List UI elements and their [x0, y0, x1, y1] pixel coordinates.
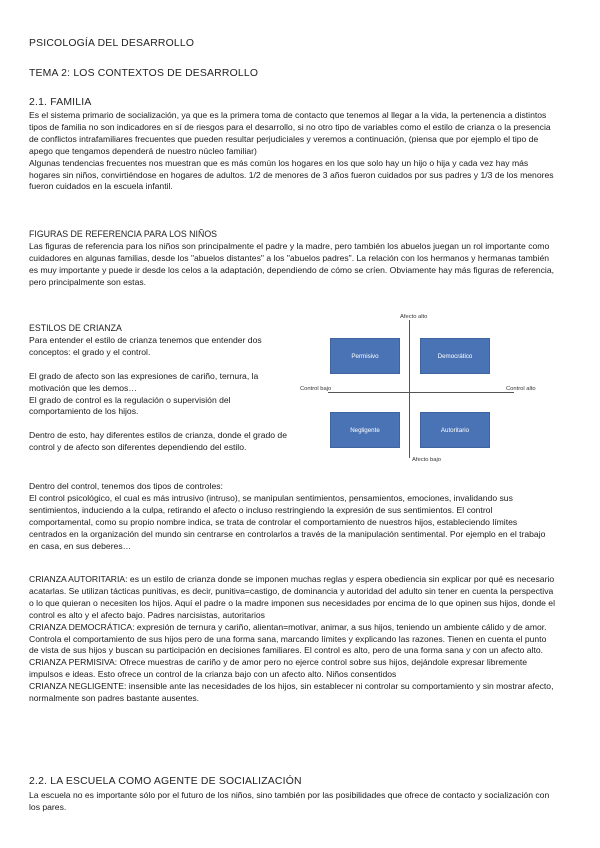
crianza-permisiva — [29, 657, 557, 681]
familia-paragraph-1: Es el sistema primario de socialización, ya que es la primera toma de contacto que tenemos al llegar a la vida, la pertenencia a distintos tipos de familia no son indicadores en sí de riesgos para el desarrollo, si no otro tipo de variables como el estilo de crianza o la presencia de conflictos intrafamiliares frecuentes que pueden resultar perjudiciales y veremos a continuación, (piensa que por ejemplo el tipo de apego que tengamos dependerá de nuestro núcleo familiar) — [29, 110, 551, 156]
crianza-description: insensible ante las necesidades de los hijos, sin establecer ni controlar su comportamiento y sin mostrar afecto, normalmente son padres bastante ausentes. — [29, 681, 554, 704]
affect-high-label: Afecto alto — [400, 314, 428, 320]
crianza-autoritaria — [29, 574, 557, 622]
styles-inside: Dentro de esto, hay diferentes estilos de crianza, donde el grado de control y de afecto son diferentes dependiendo del estilo. — [29, 430, 287, 453]
control-types-intro: Dentro del control, tenemos dos tipos de controles: — [29, 481, 223, 491]
crianza-label: CRIANZA DEMOCRÁTICA: — [29, 621, 135, 632]
styles-control: El grado de control es la regulación o supervisión del comportamiento de los hijos. — [29, 394, 231, 417]
quadrant-permisivo: Permisivo — [330, 338, 400, 374]
affect-low-label: Afecto bajo — [412, 457, 442, 463]
crianza-label: CRIANZA PERMISIVA: — [29, 657, 118, 668]
quadrant-negligente: Negligente — [330, 412, 400, 448]
control-types-text — [29, 481, 557, 552]
quadrant-autoritario: Autoritario — [420, 412, 490, 448]
styles-text — [29, 335, 291, 454]
parenting-styles-diagram — [300, 314, 560, 464]
crianza-democratica — [29, 622, 557, 658]
familia-text — [29, 110, 557, 193]
crianza-description: Ofrece muestras de cariño y de amor pero no ejerce control sobre sus hijos, dejándole expresar libremente impulsos e ideas. Esto ofrece un control de la crianza bajo con un afecto alto. Niños consentidos — [29, 657, 528, 680]
topic-title: TEMA 2: LOS CONTEXTOS DE DESARROLLO — [29, 68, 259, 79]
styles-intro: Para entender el estilo de crianza tenemos que entender dos conceptos: el grado y el control. — [29, 335, 262, 357]
affect-axis — [409, 320, 410, 458]
crianza-label: CRIANZA AUTORITARIA: — [29, 574, 128, 584]
crianza-types — [29, 574, 557, 705]
control-high-label: Control alto — [506, 386, 536, 392]
styles-heading: ESTILOS DE CRIANZA — [29, 323, 122, 333]
crianza-description: expresión de ternura y cariño, alientan=motivar, animar, a sus hijos, teniendo un ambiente cálido y de amor. Controla el comportamiento de sus hijos pero de una forma sana, marcando límites y explicando las razones. Tienen en cuenta el punto de vista de sus hijos y buscan su participación en decisiones familiares. El control es alto, pero de una forma sana y con un afecto alto. — [29, 621, 547, 656]
crianza-label: CRIANZA NEGLIGENTE: — [29, 681, 127, 692]
familia-paragraph-2: Algunas tendencias frecuentes nos muestran que es más común los hogares en los que solo hay un hijo o hija y cada vez hay más hogares sin niños, convirtiéndose en hogares de adultos. 1/2 de menores de 3 años fueron cuidados por sus padres y 1/3 de los menores fueron cuidados en la escuela infantil. — [29, 157, 554, 192]
quadrant-democratico: Democrático — [420, 338, 490, 374]
figures-heading: FIGURAS DE REFERENCIA PARA LOS NIÑOS — [29, 229, 218, 239]
figures-text: Las figuras de referencia para los niños son principalmente el padre y la madre, pero también los abuelos juegan un rol importante como cuidadores en algunas familias, desde los "abuelos distantes" a los "abuelos padres". La relación con los hermanos y hermanas también es muy importante y puede ir desde los celos a la adaptación, dependiendo de cómo se críen. Obviamente hay más figuras de referencia, pero principalmente son estas. — [29, 241, 554, 287]
crianza-negligente — [29, 681, 557, 705]
document-title: PSICOLOGÍA DEL DESARROLLO — [29, 38, 195, 49]
crianza-description: es un estilo de crianza donde se imponen muchas reglas y espera obediencia sin explicar por qué es necesario acatarlas. Se utilizan tácticas punitivas, es decir, punitiva=castigo, de dominancia y autoridad del adulto sin tener en cuenta la perspectiva o lo que quieran o necesiten los hijos. Aquí el padre o la madre imponen sus necesidades por encima de lo que opinen sus hijos, donde el control es alto y el afecto bajo. Padres narcisistas, autoritarios — [29, 574, 555, 620]
escuela-text: La escuela no es importante sólo por el futuro de los niños, sino también por las posibilidades que ofrece de contacto y socialización con los pares. — [29, 790, 550, 812]
control-low-label: Control bajo — [300, 386, 332, 392]
control-axis — [328, 392, 514, 393]
styles-affect: El grado de afecto son las expresiones de cariño, ternura, la motivación que les demos… — [29, 370, 259, 393]
section-heading-familia: 2.1. FAMILIA — [29, 97, 92, 108]
section-heading-escuela: 2.2. LA ESCUELA COMO AGENTE DE SOCIALIZACIÓN — [29, 776, 302, 787]
control-types-detail: El control psicológico, el cual es más intrusivo (intruso), se manipulan sentimientos, pensamientos, emociones, invalidando sus sentimientos, induciendo a la culpa, retirando el afecto o incluso restringiendo la expresión de sus sentimientos. El control comportamental, como su propio nombre indica, se trata de controlar el comportamiento de nuestros hijos, estableciendo límites centrados en la organización del mundo sin centrarse en controlarlos a través de la manipulación sentimental. Por ejemplo en el trabajo en casa, en sus deberes… — [29, 492, 546, 551]
